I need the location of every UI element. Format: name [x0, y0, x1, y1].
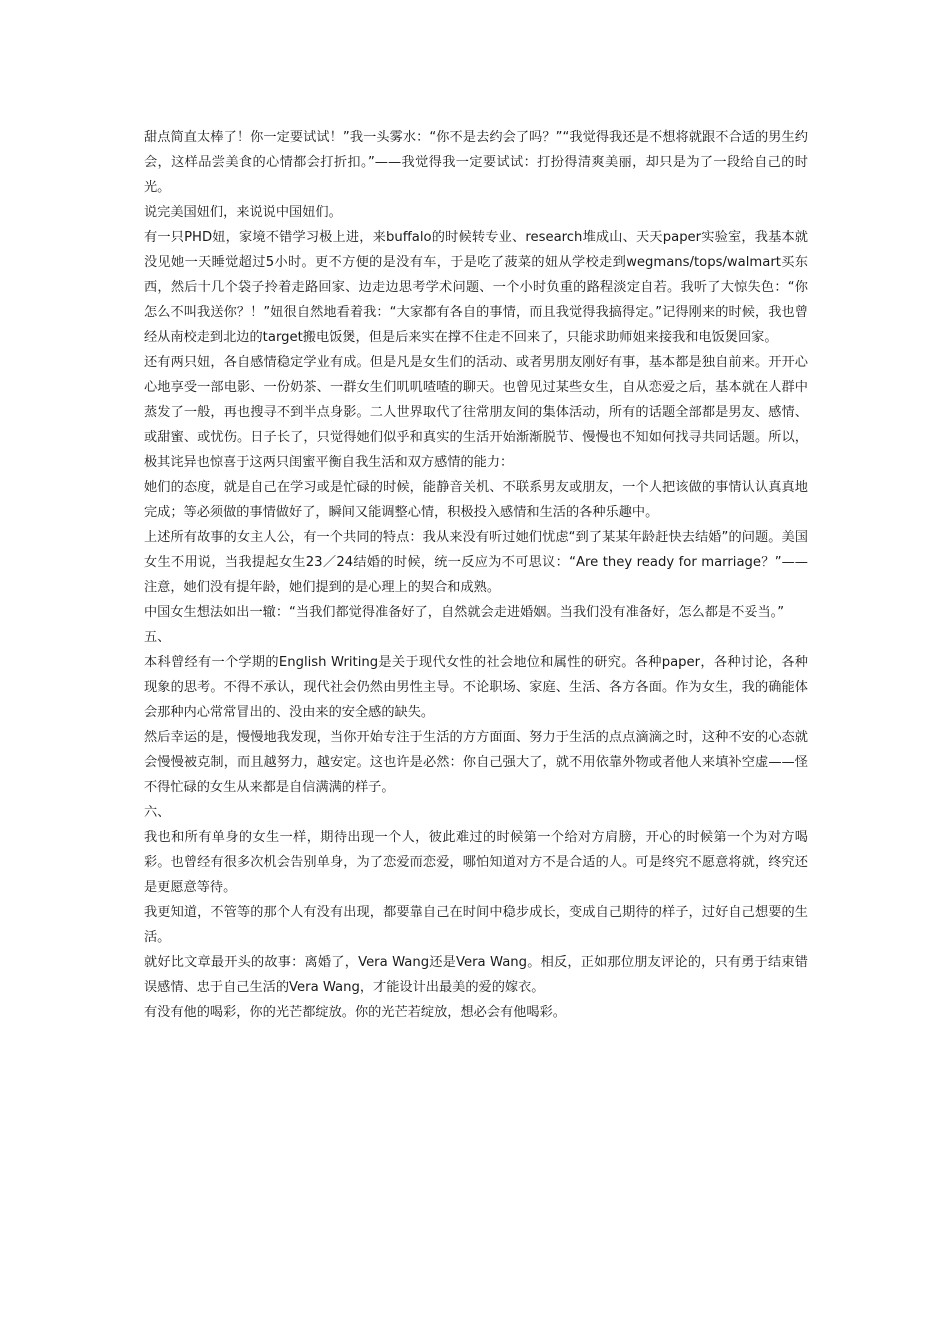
paragraph: 还有两只妞，各自感情稳定学业有成。但是凡是女生们的活动、或者男朋友刚好有事，基本都是独自前来。开开心心地享受一部电影、一份奶茶、一群女生们叽叽喳喳的聊天。也曾见过某些女生，自从恋爱之后，基本就在人群中蒸发了一般，再也搜寻不到半点身影。二人世界取代了往常朋友间的集体活动，所有的话题全部都是男友、感情、或甜蜜、或忧伤。日子长了，只觉得她们似乎和真实的生活开始渐渐脱节、慢慢也不知如何找寻共同话题。所以，极其诧异也惊喜于这两只闺蜜平衡自我生活和双方感情的能力： [144, 355, 808, 470]
paragraph: 有一只PHD妞，家境不错学习极上进，来buffalo的时候转专业、research堆成山、天天paper实验室，我基本就没见她一天睡觉超过5小时。更不方便的是没有车，于是吃了菠菜的妞从学校走到wegmans/tops/walmart买东西，然后十几个袋子拎着走路回家、边走边思考学术问题、一个小时负重的路程淡定自若。我听了大惊失色：“你怎么不叫我送你？！”妞很自然地看着我：“大家都有各自的事情，而且我觉得我搞得定。”记得刚来的时候，我也曾经从南校走到北边的target搬电饭煲，但是后来实在撑不住走不回来了，只能求助师姐来接我和电饭煲回家。 [144, 230, 808, 345]
paragraph: 甜点简直太棒了！你一定要试试！”我一头雾水：“你不是去约会了吗？”“我觉得我还是不想将就跟不合适的男生约会，这样品尝美食的心情都会打折扣。”——我觉得我一定要试试：打扮得清爽美丽，却只是为了一段给自己的时光。 [144, 130, 808, 195]
paragraph: 本科曾经有一个学期的English Writing是关于现代女性的社会地位和属性的研究。各种paper，各种讨论，各种现象的思考。不得不承认，现代社会仍然由男性主导。不论职场、家庭、生活、各方各面。作为女生，我的确能体会那种内心常常冒出的、没由来的安全感的缺失。 [144, 655, 808, 720]
document-body [144, 125, 808, 1025]
paragraph: 我更知道，不管等的那个人有没有出现，都要靠自己在时间中稳步成长，变成自己期待的样子，过好自己想要的生活。 [144, 905, 808, 945]
paragraph: 有没有他的喝彩，你的光芒都绽放。你的光芒若绽放，想必会有他喝彩。 [144, 1005, 566, 1020]
section-heading: 六、 [144, 805, 171, 820]
section-heading: 五、 [144, 630, 171, 645]
paragraph: 就好比文章最开头的故事：离婚了，Vera Wang还是Vera Wang。相反，正如那位朋友评论的，只有勇于结束错误感情、忠于自己生活的Vera Wang，才能设计出最美的爱的嫁衣。 [144, 955, 808, 995]
paragraph: 说完美国妞们，来说说中国妞们。 [144, 205, 342, 220]
paragraph: 上述所有故事的女主人公，有一个共同的特点：我从来没有听过她们忧虑“到了某某年龄赶快去结婚”的问题。美国女生不用说，当我提起女生23／24结婚的时候，统一反应为不可思议：“Are they ready for marriage？”——注意，她们没有提年龄，她们提到的是心理上的契合和成熟。 [144, 530, 808, 595]
paragraph: 然后幸运的是，慢慢地我发现，当你开始专注于生活的方方面面、努力于生活的点点滴滴之时，这种不安的心态就会慢慢被克制，而且越努力，越安定。这也许是必然：你自己强大了，就不用依靠外物或者他人来填补空虚——怪不得忙碌的女生从来都是自信满满的样子。 [144, 730, 808, 795]
paragraph: 我也和所有单身的女生一样，期待出现一个人，彼此难过的时候第一个给对方肩膀，开心的时候第一个为对方喝彩。也曾经有很多次机会告别单身，为了恋爱而恋爱，哪怕知道对方不是合适的人。可是终究不愿意将就，终究还是更愿意等待。 [144, 830, 808, 895]
paragraph: 中国女生想法如出一辙：“当我们都觉得准备好了，自然就会走进婚姻。当我们没有准备好，怎么都是不妥当。” [144, 605, 785, 620]
paragraph: 她们的态度，就是自己在学习或是忙碌的时候，能静音关机、不联系男友或朋友，一个人把该做的事情认认真真地完成；等必须做的事情做好了，瞬间又能调整心情，积极投入感情和生活的各种乐趣中。 [144, 480, 808, 520]
